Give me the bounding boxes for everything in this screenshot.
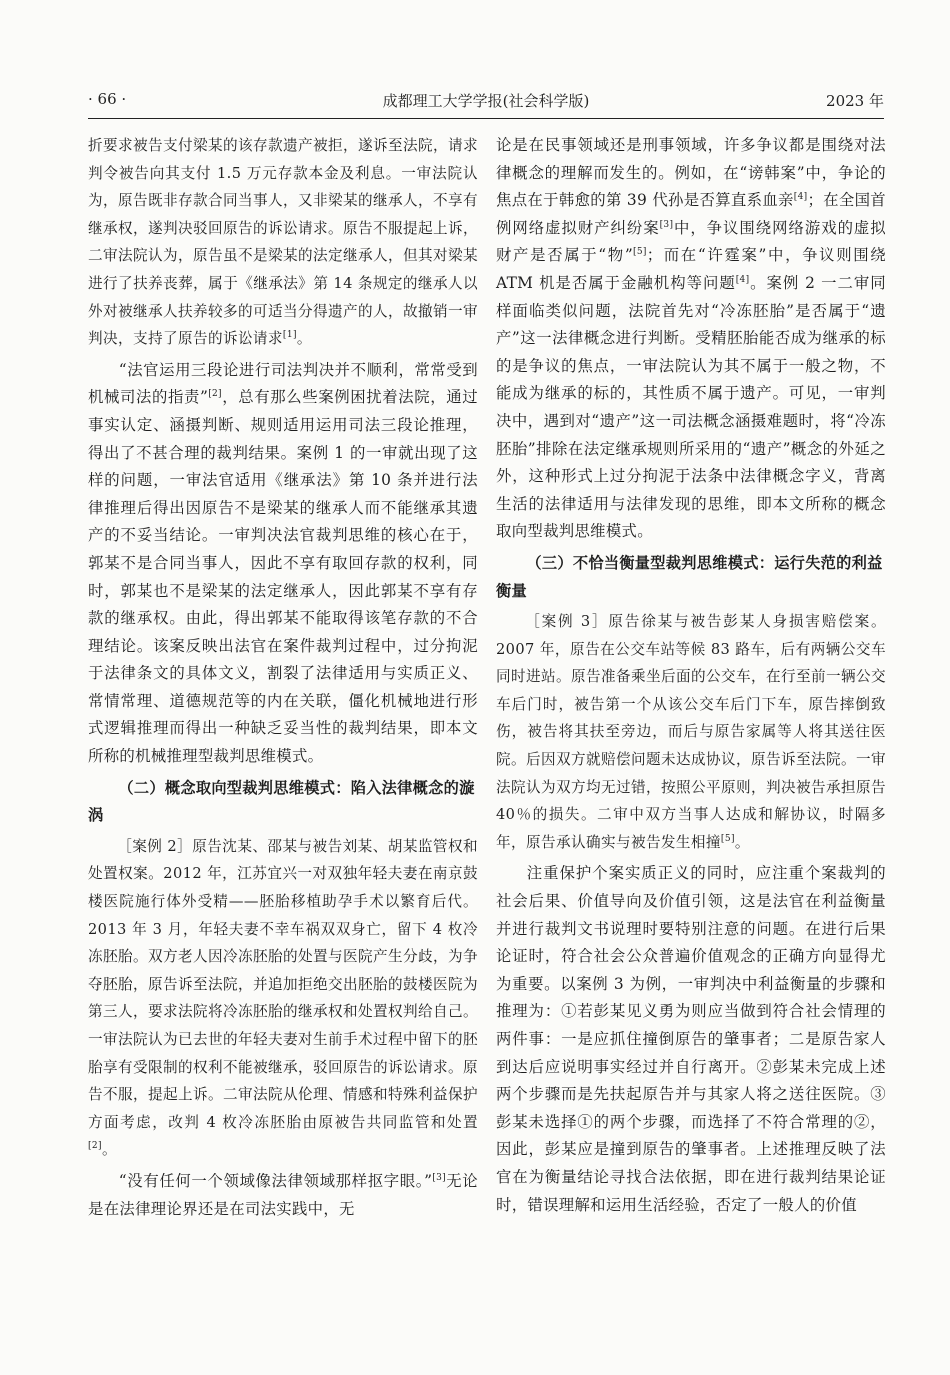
citation-ref: [5] [720, 833, 735, 844]
paragraph-mechanical-reasoning: “法官运用三段论进行司法判决并不顺利，常常受到机械司法的指责”[2]，总有那么些案例困扰着法院，通过事实认定、涵摄判断、规则适用运用司法三段论推理，得出了不甚合理的裁判结果。案例 1 的一审就出现了这样的问题，一审法官适用《继承法》第 10 条并进行法律推理后得出因原告不是梁某的继承人而不能继承其遗产的不妥当结论。一审判决法官裁判思维的核心在于，郭某不是合同当事人，因此不享有取回存款的权利，同时，郭某也不是梁某的法定继承人，因此郭某不享有存款的继承权。由此，得出郭某不能取得该笔存款的不合理结论。该案反映出法官在案件裁判过程中，过分拘泥于法律条文的具体文义，割裂了法律适用与实质正义、常情常理、道德规范等的内在关联，僵化机械地进行形式逻辑推理而得出一种缺乏妥当性的裁判结果，即本文所称的机械推理型裁判思维模式。 [88, 360, 478, 766]
publication-year: 2023 年 [826, 92, 884, 110]
journal-title: 成都理工大学学报(社会科学版) [382, 92, 590, 110]
case-1-continued: 折要求被告支付梁某的该存款遗产被拒，遂诉至法院，请求判令被告向其支付 1.5 万元存款本金及利息。一审法院认为，原告既非存款合同当事人，又非梁某的继承人，不享有继承权，遂判决驳回原告的诉讼请求。原告不服提起上诉，二审法院认为，原告虽不是梁某的法定继承人，但其对梁某进行了扶养丧葬，属于《继承法》第 14 条规定的继承人以外对被继承人扶养较多的可适当分得遗产的人，故撤销一审判决，支持了原告的诉讼请求[1]。 [88, 137, 478, 348]
page-number: · 66 · [88, 90, 127, 108]
case-3: ［案例 3］原告徐某与被告彭某人身损害赔偿案。2007 年，原告在公交车站等候 83 路车，后有两辆公交车同时进站。原告准备乘坐后面的公交车，在行至前一辆公交车后门时，被告第一个从该公交车后门下车，原告摔倒致伤，被告将其扶至旁边，而后与原告家属等人将其送往医院。后因双方就赔偿问题未达成协议，原告诉至法院。一审法院认为双方均无过错，按照公平原则，判决被告承担原告 40％的损失。二审中双方当事人达成和解协议，时隔多年，原告承认确实与被告发生相撞[5]。 [496, 613, 886, 851]
citation-ref: [4] [735, 274, 750, 285]
citation-ref: [2] [208, 389, 222, 400]
right-column [496, 132, 886, 1223]
section-heading-3: （三）不恰当衡量型裁判思维模式：运行失范的利益衡量 [496, 553, 883, 600]
running-header [88, 84, 884, 119]
section-heading-2: （二）概念取向型裁判思维模式：陷入法律概念的漩涡 [88, 778, 475, 825]
paragraph-concept-orientation: 论是在民事领域还是刑事领域，许多争议都是围绕对法律概念的理解而发生的。例如，在“谤韩案”中，争论的焦点在于韩愈的第 39 代孙是否算直系血亲[4]；在全国首例网络虚拟财产纠纷案[3]中，争议围绕网络游戏的虚拟财产是否属于“物”[5]；而在“许霆案”中，争议则围绕 ATM 机是否属于金融机构等问题[4]。案例 2 一二审同样面临类似问题，法院首先对“冷冻胚胎”是否属于“遗产”这一法律概念进行判断。受精胚胎能否成为继承的标的是争议的焦点，一审法院认为其不属于一般之物，不能成为继承的标的，其性质不属于遗产。可见，一审判决中，遇到对“遗产”这一司法概念涵摄难题时，将“冷冻胚胎”排除在法定继承规则所采用的“遗产”概念的外延之外，这种形式上过分拘泥于法条中法律概念字义，背离生活的法律适用与法律发现的思维，即本文所称的概念取向型裁判思维模式。 [496, 136, 886, 541]
citation-ref: [1] [282, 330, 297, 341]
case-2: ［案例 2］原告沈某、邵某与被告刘某、胡某监管权和处置权案。2012 年，江苏宜兴一对双独年轻夫妻在南京鼓楼医院施行体外受精——胚胎移植助孕手术以繁育后代。2013 年 3 月，年轻夫妻不幸车祸双双身亡，留下 4 枚冷冻胚胎。双方老人因冷冻胚胎的处置与医院产生分歧，为争夺胚胎，原告诉至法院，并追加拒绝交出胚胎的鼓楼医院为第三人，要求法院将冷冻胚胎的继承权和处置权判给自己。一审法院认为已去世的年轻夫妻对生前手术过程中留下的胚胎享有受限制的权利不能被继承，驳回原告的诉讼请求。原告不服，提起上诉。二审法院从伦理、情感和特殊利益保护方面考虑，改判 4 枚冷冻胚胎由原被告共同监管和处置[2]。 [88, 837, 478, 1159]
citation-ref: [3] [432, 1172, 446, 1183]
citation-ref: [2] [88, 1141, 102, 1152]
citation-ref: [5] [633, 247, 647, 258]
citation-ref: [3] [659, 219, 674, 230]
paragraph-legal-concepts: “没有任何一个领域像法律领域那样抠字眼。”[3]无论是在法律理论界还是在司法实践中，无 [88, 1171, 478, 1218]
citation-ref: [4] [793, 192, 808, 203]
left-column [88, 132, 478, 1227]
paragraph-interest-balancing: 注重保护个案实质正义的同时，应注重个案裁判的社会后果、价值导向及价值引领，这是法官在利益衡量并进行裁判文书说理时要特别注意的问题。在进行后果论证时，符合社会公众普遍价值观念的正确方向显得尤为重要。以案例 3 为例，一审判决中利益衡量的步骤和推理为：①若彭某见义勇为则应当做到符合社会情理的两件事：一是应抓住撞倒原告的肇事者；二是原告家人到达后应说明事实经过并自行离开。②彭某未完成上述两个步骤而是先扶起原告并与其家人将之送往医院。③彭某未选择①的两个步骤，而选择了不符合常理的②，因此，彭某应是撞到原告的肇事者。上述推理反映了法官在为衡量结论寻找合法依据，即在进行裁判结果论证时，错误理解和运用生活经验，否定了一般人的价值 [496, 864, 886, 1214]
